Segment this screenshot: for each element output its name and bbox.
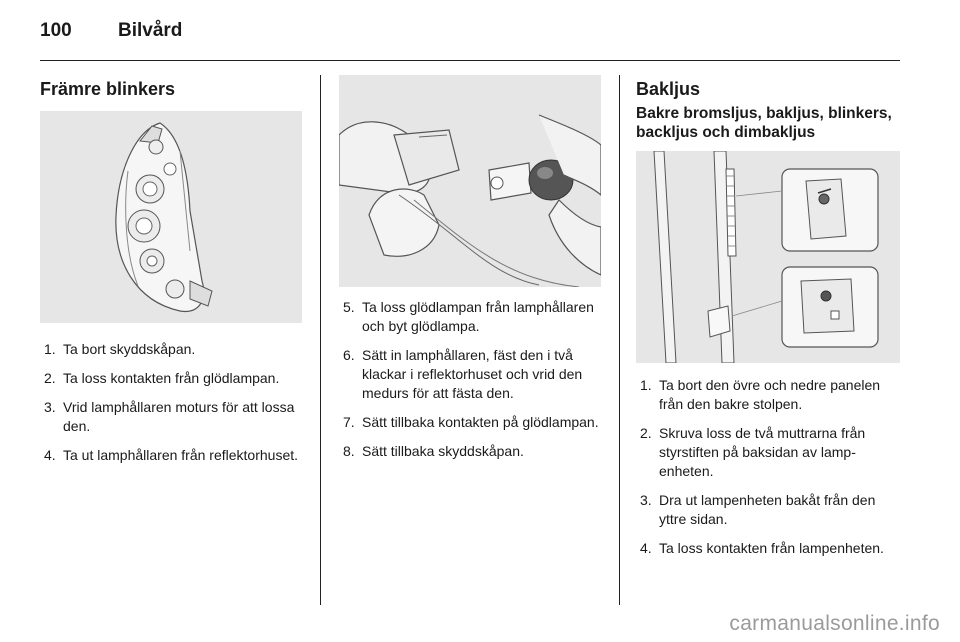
heading-front-indicator: Främre blinkers: [40, 79, 176, 99]
list-item: [636, 424, 900, 481]
step-number: 1.: [640, 377, 652, 393]
header-rule: [40, 60, 900, 61]
steps-list-bulb: [339, 298, 601, 461]
step-text: Ta bort skyddskåpan.: [63, 341, 196, 357]
step-number: 2.: [44, 370, 56, 386]
list-item: [636, 539, 900, 558]
list-item: [636, 491, 900, 529]
list-item: [40, 446, 302, 465]
watermark: carmanualsonline.info: [729, 612, 940, 635]
figure-rear-pillar: [636, 151, 900, 363]
step-text: Ta loss glödlampan från lamphållaren och byt glödlampa.: [362, 299, 594, 334]
list-item: [339, 346, 601, 403]
step-number: 4.: [44, 447, 56, 463]
list-item: [339, 413, 601, 432]
step-number: 3.: [640, 492, 652, 508]
steps-list-rear: [636, 376, 900, 558]
step-number: 1.: [44, 341, 56, 357]
step-text: Vrid lamphållaren moturs för att lossa den.: [63, 399, 295, 434]
rear-pillar-illustration: [636, 151, 900, 363]
figure-bulb-holder: [339, 75, 601, 287]
list-item: [339, 298, 601, 336]
step-text: Sätt tillbaka kontakten på glödlampan.: [362, 414, 599, 430]
step-text: Ta loss kontakten från glödlampan.: [63, 370, 280, 386]
figure-front-lamp-housing: [40, 111, 302, 323]
section-title: Bilvård: [118, 20, 183, 41]
step-text: Skruva loss de två muttrarna från styrstiften på baksidan av lampenheten.: [659, 425, 866, 479]
steps-list-front: [40, 340, 302, 465]
column-bulb-replacement: [339, 75, 601, 471]
heading-rear-lights: Bakljus: [636, 79, 701, 99]
column-divider-1: [320, 75, 321, 605]
step-number: 7.: [343, 414, 355, 430]
subheading-rear-lights: Bakre bromsljus, bakljus, blinkers, backljus och dimbakljus: [636, 105, 892, 141]
list-item: [339, 442, 601, 461]
lamp-housing-illustration: [40, 111, 302, 323]
step-number: 4.: [640, 540, 652, 556]
step-text: Sätt in lamphållaren, fäst den i två klackar i reflektorhuset och vrid den medurs för att fästa den.: [362, 347, 583, 401]
step-text: Ta ut lamphållaren från reflektorhuset.: [63, 447, 299, 463]
step-text: Dra ut lampenheten bakåt från den yttre sidan.: [659, 492, 876, 527]
step-number: 6.: [343, 347, 355, 363]
step-text: Sätt tillbaka skyddskåpan.: [362, 443, 524, 459]
step-number: 8.: [343, 443, 355, 459]
list-item: [40, 369, 302, 388]
column-rear-lights: [636, 75, 900, 568]
step-text: Ta bort den övre och nedre panelen från den bakre stolpen.: [659, 377, 881, 412]
column-front-indicator: [40, 75, 302, 475]
list-item: [40, 398, 302, 436]
page-number: 100: [40, 20, 72, 41]
list-item: [636, 376, 900, 414]
step-number: 2.: [640, 425, 652, 441]
step-text: Ta loss kontakten från lampenheten.: [659, 540, 884, 556]
bulb-holder-illustration: [339, 75, 601, 287]
step-number: 3.: [44, 399, 56, 415]
list-item: [40, 340, 302, 359]
step-number: 5.: [343, 299, 355, 315]
column-divider-2: [619, 75, 620, 605]
